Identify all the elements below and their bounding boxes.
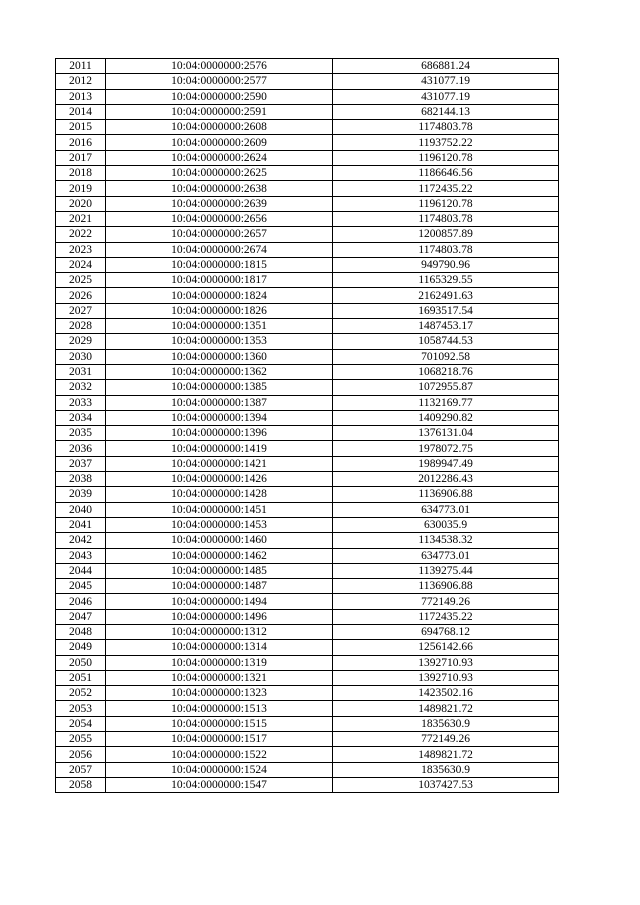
value-cell: 1409290.82	[333, 410, 559, 425]
table-row	[56, 487, 559, 502]
value-cell: 1136906.88	[333, 487, 559, 502]
table-row	[56, 196, 559, 211]
value-cell: 1193752.22	[333, 135, 559, 150]
table-row	[56, 655, 559, 670]
value-cell: 1989947.49	[333, 456, 559, 471]
value-cell: 1068218.76	[333, 364, 559, 379]
value-cell: 1835630.9	[333, 716, 559, 731]
table-row	[56, 594, 559, 609]
cadastral-number-cell: 10:04:0000000:2657	[106, 227, 333, 242]
row-number-cell: 2048	[56, 624, 106, 639]
row-number-cell: 2049	[56, 640, 106, 655]
row-number-cell: 2014	[56, 104, 106, 119]
table-row	[56, 273, 559, 288]
value-cell: 1072955.87	[333, 380, 559, 395]
cadastral-number-cell: 10:04:0000000:1496	[106, 609, 333, 624]
table-row	[56, 456, 559, 471]
cadastral-number-cell: 10:04:0000000:1524	[106, 762, 333, 777]
table-row	[56, 364, 559, 379]
table-row	[56, 762, 559, 777]
table-row	[56, 701, 559, 716]
cadastral-number-cell: 10:04:0000000:1421	[106, 456, 333, 471]
value-cell: 1835630.9	[333, 762, 559, 777]
row-number-cell: 2023	[56, 242, 106, 257]
cadastral-number-cell: 10:04:0000000:1517	[106, 732, 333, 747]
value-cell: 1136906.88	[333, 579, 559, 594]
value-cell: 1165329.55	[333, 273, 559, 288]
cadastral-number-cell: 10:04:0000000:1485	[106, 563, 333, 578]
row-number-cell: 2052	[56, 686, 106, 701]
row-number-cell: 2026	[56, 288, 106, 303]
table-row	[56, 609, 559, 624]
value-cell: 1172435.22	[333, 181, 559, 196]
value-cell: 772149.26	[333, 732, 559, 747]
table-row	[56, 211, 559, 226]
value-cell: 1174803.78	[333, 120, 559, 135]
table-row	[56, 104, 559, 119]
value-cell: 1200857.89	[333, 227, 559, 242]
value-cell: 630035.9	[333, 517, 559, 532]
row-number-cell: 2025	[56, 273, 106, 288]
cadastral-number-cell: 10:04:0000000:1323	[106, 686, 333, 701]
cadastral-number-cell: 10:04:0000000:1394	[106, 410, 333, 425]
row-number-cell: 2027	[56, 303, 106, 318]
value-cell: 1186646.56	[333, 166, 559, 181]
cadastral-number-cell: 10:04:0000000:1321	[106, 670, 333, 685]
cadastral-number-cell: 10:04:0000000:1419	[106, 441, 333, 456]
row-number-cell: 2024	[56, 257, 106, 272]
row-number-cell: 2056	[56, 747, 106, 762]
value-cell: 772149.26	[333, 594, 559, 609]
cadastral-number-cell: 10:04:0000000:1360	[106, 349, 333, 364]
value-cell: 1196120.78	[333, 150, 559, 165]
value-cell: 1978072.75	[333, 441, 559, 456]
cadastral-number-cell: 10:04:0000000:2609	[106, 135, 333, 150]
value-cell: 1139275.44	[333, 563, 559, 578]
cadastral-number-cell: 10:04:0000000:1314	[106, 640, 333, 655]
row-number-cell: 2050	[56, 655, 106, 670]
table-row	[56, 747, 559, 762]
value-cell: 949790.96	[333, 257, 559, 272]
row-number-cell: 2039	[56, 487, 106, 502]
cadastral-number-cell: 10:04:0000000:1396	[106, 426, 333, 441]
row-number-cell: 2011	[56, 59, 106, 74]
row-number-cell: 2045	[56, 579, 106, 594]
value-cell: 1489821.72	[333, 701, 559, 716]
table-row	[56, 640, 559, 655]
cadastral-number-cell: 10:04:0000000:2624	[106, 150, 333, 165]
row-number-cell: 2041	[56, 517, 106, 532]
row-number-cell: 2022	[56, 227, 106, 242]
value-cell: 1423502.16	[333, 686, 559, 701]
table-row	[56, 227, 559, 242]
row-number-cell: 2031	[56, 364, 106, 379]
table-row	[56, 74, 559, 89]
table-row	[56, 166, 559, 181]
table-row	[56, 319, 559, 334]
value-cell: 1392710.93	[333, 670, 559, 685]
row-number-cell: 2055	[56, 732, 106, 747]
row-number-cell: 2054	[56, 716, 106, 731]
row-number-cell: 2015	[56, 120, 106, 135]
table-row	[56, 716, 559, 731]
table-row	[56, 563, 559, 578]
table-row	[56, 426, 559, 441]
row-number-cell: 2046	[56, 594, 106, 609]
table-row	[56, 150, 559, 165]
row-number-cell: 2036	[56, 441, 106, 456]
cadastral-number-cell: 10:04:0000000:1462	[106, 548, 333, 563]
table-row	[56, 89, 559, 104]
row-number-cell: 2028	[56, 319, 106, 334]
table-row	[56, 120, 559, 135]
cadastral-number-cell: 10:04:0000000:2608	[106, 120, 333, 135]
value-cell: 1174803.78	[333, 242, 559, 257]
cadastral-number-cell: 10:04:0000000:1428	[106, 487, 333, 502]
row-number-cell: 2053	[56, 701, 106, 716]
cadastral-number-cell: 10:04:0000000:1362	[106, 364, 333, 379]
row-number-cell: 2029	[56, 334, 106, 349]
table-row	[56, 410, 559, 425]
cadastral-number-cell: 10:04:0000000:2625	[106, 166, 333, 181]
table-row	[56, 777, 559, 792]
table-row	[56, 472, 559, 487]
cadastral-number-cell: 10:04:0000000:1453	[106, 517, 333, 532]
cadastral-number-cell: 10:04:0000000:1515	[106, 716, 333, 731]
row-number-cell: 2051	[56, 670, 106, 685]
row-number-cell: 2017	[56, 150, 106, 165]
value-cell: 694768.12	[333, 624, 559, 639]
value-cell: 682144.13	[333, 104, 559, 119]
row-number-cell: 2044	[56, 563, 106, 578]
table-row	[56, 533, 559, 548]
value-cell: 1489821.72	[333, 747, 559, 762]
table-row	[56, 303, 559, 318]
cadastral-number-cell: 10:04:0000000:2639	[106, 196, 333, 211]
document-page	[55, 58, 558, 793]
row-number-cell: 2018	[56, 166, 106, 181]
row-number-cell: 2019	[56, 181, 106, 196]
value-cell: 1256142.66	[333, 640, 559, 655]
table-row	[56, 380, 559, 395]
value-cell: 1693517.54	[333, 303, 559, 318]
cadastral-number-cell: 10:04:0000000:2591	[106, 104, 333, 119]
cadastral-value-table	[55, 58, 559, 793]
table-row	[56, 502, 559, 517]
value-cell: 431077.19	[333, 89, 559, 104]
cadastral-number-cell: 10:04:0000000:1522	[106, 747, 333, 762]
table-row	[56, 579, 559, 594]
value-cell: 1392710.93	[333, 655, 559, 670]
row-number-cell: 2033	[56, 395, 106, 410]
cadastral-number-cell: 10:04:0000000:1451	[106, 502, 333, 517]
value-cell: 701092.58	[333, 349, 559, 364]
table-row	[56, 670, 559, 685]
table-row	[56, 242, 559, 257]
cadastral-number-cell: 10:04:0000000:1460	[106, 533, 333, 548]
table-body	[56, 59, 559, 793]
cadastral-number-cell: 10:04:0000000:1387	[106, 395, 333, 410]
value-cell: 1037427.53	[333, 777, 559, 792]
value-cell: 686881.24	[333, 59, 559, 74]
row-number-cell: 2037	[56, 456, 106, 471]
row-number-cell: 2058	[56, 777, 106, 792]
table-row	[56, 548, 559, 563]
value-cell: 1172435.22	[333, 609, 559, 624]
row-number-cell: 2030	[56, 349, 106, 364]
cadastral-number-cell: 10:04:0000000:1426	[106, 472, 333, 487]
cadastral-number-cell: 10:04:0000000:2576	[106, 59, 333, 74]
table-row	[56, 334, 559, 349]
table-row	[56, 257, 559, 272]
cadastral-number-cell: 10:04:0000000:2656	[106, 211, 333, 226]
cadastral-number-cell: 10:04:0000000:1312	[106, 624, 333, 639]
cadastral-number-cell: 10:04:0000000:2674	[106, 242, 333, 257]
row-number-cell: 2020	[56, 196, 106, 211]
value-cell: 634773.01	[333, 502, 559, 517]
value-cell: 634773.01	[333, 548, 559, 563]
table-row	[56, 441, 559, 456]
value-cell: 431077.19	[333, 74, 559, 89]
row-number-cell: 2047	[56, 609, 106, 624]
table-row	[56, 349, 559, 364]
row-number-cell: 2012	[56, 74, 106, 89]
table-row	[56, 732, 559, 747]
value-cell: 1196120.78	[333, 196, 559, 211]
table-row	[56, 395, 559, 410]
table-row	[56, 59, 559, 74]
table-row	[56, 135, 559, 150]
row-number-cell: 2057	[56, 762, 106, 777]
cadastral-number-cell: 10:04:0000000:1353	[106, 334, 333, 349]
table-row	[56, 517, 559, 532]
cadastral-number-cell: 10:04:0000000:1319	[106, 655, 333, 670]
cadastral-number-cell: 10:04:0000000:1385	[106, 380, 333, 395]
cadastral-number-cell: 10:04:0000000:2577	[106, 74, 333, 89]
value-cell: 2162491.63	[333, 288, 559, 303]
row-number-cell: 2013	[56, 89, 106, 104]
row-number-cell: 2042	[56, 533, 106, 548]
value-cell: 1134538.32	[333, 533, 559, 548]
cadastral-number-cell: 10:04:0000000:1513	[106, 701, 333, 716]
cadastral-number-cell: 10:04:0000000:1547	[106, 777, 333, 792]
row-number-cell: 2016	[56, 135, 106, 150]
row-number-cell: 2021	[56, 211, 106, 226]
cadastral-number-cell: 10:04:0000000:1824	[106, 288, 333, 303]
value-cell: 1487453.17	[333, 319, 559, 334]
row-number-cell: 2040	[56, 502, 106, 517]
cadastral-number-cell: 10:04:0000000:1817	[106, 273, 333, 288]
cadastral-number-cell: 10:04:0000000:1826	[106, 303, 333, 318]
row-number-cell: 2043	[56, 548, 106, 563]
cadastral-number-cell: 10:04:0000000:1487	[106, 579, 333, 594]
value-cell: 1058744.53	[333, 334, 559, 349]
row-number-cell: 2032	[56, 380, 106, 395]
table-row	[56, 686, 559, 701]
value-cell: 1174803.78	[333, 211, 559, 226]
row-number-cell: 2038	[56, 472, 106, 487]
cadastral-number-cell: 10:04:0000000:1815	[106, 257, 333, 272]
table-row	[56, 288, 559, 303]
table-row	[56, 624, 559, 639]
value-cell: 2012286.43	[333, 472, 559, 487]
cadastral-number-cell: 10:04:0000000:2638	[106, 181, 333, 196]
value-cell: 1132169.77	[333, 395, 559, 410]
cadastral-number-cell: 10:04:0000000:1494	[106, 594, 333, 609]
value-cell: 1376131.04	[333, 426, 559, 441]
table-row	[56, 181, 559, 196]
row-number-cell: 2035	[56, 426, 106, 441]
row-number-cell: 2034	[56, 410, 106, 425]
cadastral-number-cell: 10:04:0000000:2590	[106, 89, 333, 104]
cadastral-number-cell: 10:04:0000000:1351	[106, 319, 333, 334]
